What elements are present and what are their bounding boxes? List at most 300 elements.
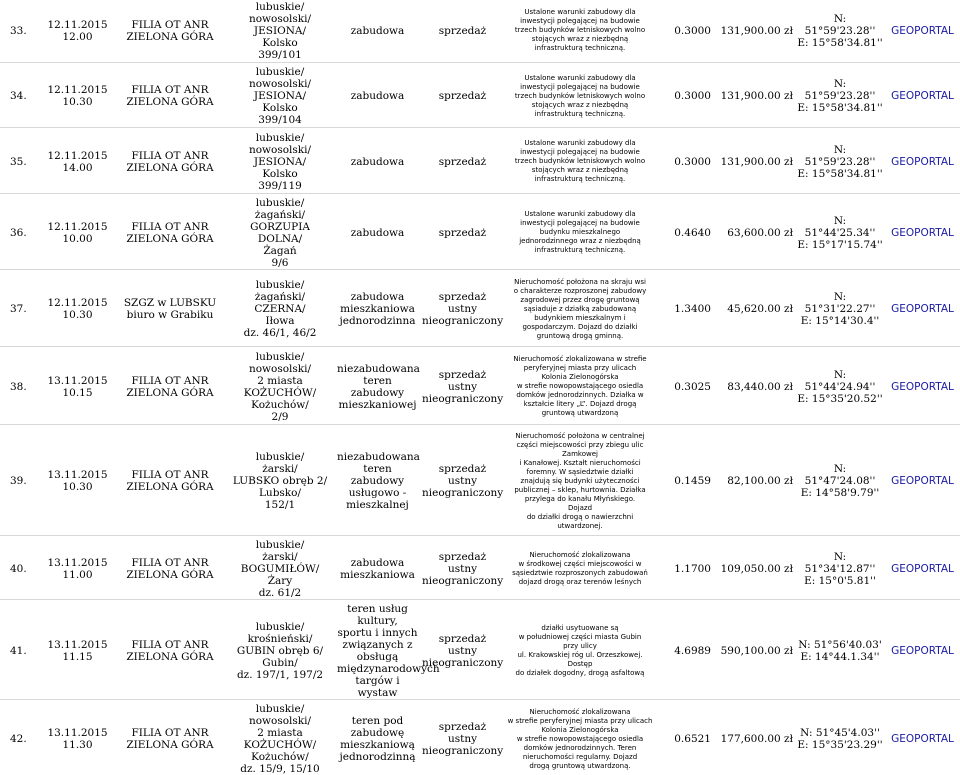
table-row [0,197,960,270]
property-type-line: zabudowa [350,291,405,304]
description-line: budynkiem mieszkalnym i [534,313,626,322]
location-line: BOGUMIŁÓW/ [240,563,320,575]
description-line: Nieruchomość położona na skraju wsi [514,277,646,286]
office-line: FILIA OT ANR [131,18,209,31]
location-line: dz. 61/2 [258,587,302,599]
coordinates-cell [795,197,885,270]
description-line: stojących wraz z niezbędną [531,100,629,109]
coordinates-cell [795,603,885,700]
tender-form-line: sprzedaż [438,90,487,103]
coordinate-line: N: 51°59'23.28'' [804,143,876,168]
row-number-cell [0,539,40,600]
description-line: infrastrukturą techniczną. [534,109,626,118]
description-line: przy ulicy [563,642,597,650]
description-line: i Kanałowej. Kształt nieruchomości [519,458,641,467]
date-cell [40,273,115,347]
office-line: FILIA OT ANR [131,84,209,97]
location-line: krośnieński/ [247,633,313,645]
location-line: GUBIN obręb 6/ [236,645,324,657]
location-line: lubuskie/ [255,621,305,633]
description-line: ul. Krakowskiej róg ul. Orzeszkowej. [517,651,643,659]
tender-form-cell [420,66,505,128]
office-line: FILIA OT ANR [131,374,209,387]
office-cell [115,703,225,775]
price-cell [715,603,795,700]
area-cell [655,539,715,600]
description-line: w strefie nowopowstającego osiedla [516,382,644,391]
tender-date: 12.11.2015 [47,84,108,97]
location-line: LUBSKO obręb 2/ [232,475,328,488]
office-line: FILIA OT ANR [131,557,209,569]
location-line: lubuskie/ [255,703,305,715]
row-number: 39. [10,475,27,488]
location-line: żarski/ [262,463,298,476]
geoportal-cell [885,131,960,193]
area-cell [655,703,715,775]
area-value: 0.6521 [674,733,711,745]
date-cell [40,603,115,700]
date-cell [40,0,115,62]
geoportal-link[interactable]: GEOPORTAL [891,155,954,168]
office-line: ZIELONA GÓRA [126,386,214,399]
description-line: sąsiedztwie rozproszonych zabudowań [512,569,648,577]
tender-form-line: sprzedaż [438,24,487,37]
tender-form-line: nieograniczony [422,745,504,757]
coordinates-cell [795,131,885,193]
price-cell [715,273,795,347]
table-row [0,273,960,347]
coordinate-line: N: 51°47'24.08'' [804,463,876,488]
price-value: 177,600.00 zł [720,733,793,745]
area-cell [655,197,715,270]
table-row [0,131,960,193]
coordinate-line: E: 15°58'34.81'' [797,167,883,180]
location-line: lubuskie/ [255,451,305,464]
coordinate-line: E: 15°58'34.81'' [797,36,883,49]
description-cell [505,539,655,600]
location-cell [225,131,335,193]
geoportal-cell [885,603,960,700]
property-type-line: zabudowa [350,557,405,569]
geoportal-link[interactable]: GEOPORTAL [891,733,954,745]
tender-form-line: sprzedaż [438,291,487,304]
office-line: FILIA OT ANR [131,639,209,651]
date-cell [40,131,115,193]
tender-form-cell [420,539,505,600]
description-line: peryferyjnej miasta przy ulicach [523,364,637,373]
office-cell [115,603,225,700]
coordinate-line: N: 51°44'25.34'' [804,214,876,239]
area-value: 0.3025 [674,380,711,393]
property-type-line: mieszkaniowa [340,303,415,316]
tender-date: 13.11.2015 [47,469,108,482]
description-cell [505,0,655,62]
row-number: 40. [10,563,27,575]
property-type-line: teren usług kultury, [347,603,408,627]
description-line: Nieruchomość zlokalizowana w strefie [513,355,647,364]
location-line: Kożuchów/ [251,751,309,763]
coordinate-line: E: 15°0'5.81'' [804,575,876,587]
property-type-cell [335,539,420,600]
row-number-cell [0,603,40,700]
description-line: domków jednorodzinnych. Działka w [516,391,644,400]
location-line: żagański/ [254,291,306,304]
description-line: Ustalone warunki zabudowy dla [524,210,636,218]
area-cell [655,131,715,193]
location-line: JESIONA/ [253,24,307,37]
location-line: 2 miasta KOŻUCHÓW/ [243,727,317,751]
coordinate-line: N: 51°45'4.03'' [800,727,880,739]
coordinate-line: E: 14°44.1.34'' [800,651,880,663]
tender-date: 13.11.2015 [47,639,108,651]
tender-form-line: nieograniczony [422,392,504,405]
tender-form-cell [420,131,505,193]
location-cell [225,603,335,700]
location-cell [225,350,335,424]
description-line: stojących wraz z niezbędną [531,166,629,175]
price-value: 131,900.00 zł [720,155,793,168]
description-line: w strefie peryferyjnej miasta przy ulicach [507,716,653,725]
price-cell [715,0,795,62]
price-value: 590,100.00 zł [720,645,793,657]
geoportal-link[interactable]: GEOPORTAL [891,380,954,393]
office-line: ZIELONA GÓRA [126,30,214,43]
description-line: Ustalone warunki zabudowy dla [524,8,636,17]
office-line: biuro w Grabiku [126,309,214,322]
tender-form-line: sprzedaż [438,368,487,381]
location-line: JESIONA/ [253,90,307,103]
tender-time: 10.30 [62,309,93,322]
property-type-line: jednorodzinna [339,315,416,328]
geoportal-cell [885,0,960,62]
coordinate-line: E: 14°58'9.79'' [800,487,880,500]
location-line: 152/1 [264,499,296,512]
location-line: CZERNA/ [254,303,306,316]
area-value: 0.3000 [674,90,711,103]
location-line: 2/9 [271,410,289,423]
row-number: 36. [10,226,27,239]
area-cell [655,350,715,424]
location-line: 9/6 [271,256,289,269]
tender-date: 13.11.2015 [47,557,108,569]
table-row [0,350,960,424]
price-cell [715,197,795,270]
coordinate-line: N: 51°59'23.28'' [804,12,876,37]
tender-form-line: sprzedaż [438,226,487,239]
description-line: utwardzonej. [557,521,603,530]
coordinates-cell [795,273,885,347]
office-cell [115,0,225,62]
tender-time: 14.00 [62,161,93,174]
location-line: Kożuchów/ [251,398,309,411]
office-line: ZIELONA GÓRA [126,161,214,174]
location-line: lubuskie/ [255,539,305,551]
property-type-line: sportu i innych [337,627,418,639]
location-cell [225,0,335,62]
geoportal-cell [885,66,960,128]
coordinate-line: E: 15°35'20.52'' [797,392,883,405]
property-type-cell [335,131,420,193]
geoportal-link[interactable]: GEOPORTAL [891,563,954,575]
description-line: inwestycji polegającej na budowie [520,17,640,26]
description-line: gospodarczym. Dojazd do działki [522,322,638,331]
tender-time: 10.30 [62,96,93,109]
description-cell [505,273,655,347]
description-line: kształcie litery „L”. Dojazd drogą [523,400,637,409]
table-row [0,703,960,775]
property-type-line: niezabudowana [337,451,420,464]
coordinates-cell [795,0,885,62]
row-number-cell [0,197,40,270]
geoportal-link[interactable]: GEOPORTAL [891,90,954,103]
description-line: publicznej – sklep, hurtownia. Działka [514,485,646,494]
price-value: 131,900.00 zł [720,90,793,103]
description-line: Zamkowej [562,449,598,458]
office-cell [115,66,225,128]
geoportal-link[interactable]: GEOPORTAL [891,645,954,657]
date-cell [40,350,115,424]
description-cell [505,703,655,775]
location-line: 399/119 [258,179,302,192]
price-value: 131,900.00 zł [720,24,793,37]
row-number: 33. [10,24,27,37]
location-line: lubuskie/ [255,196,305,209]
location-line: 399/104 [258,114,302,127]
area-cell [655,0,715,62]
description-line: trzech budynków letniskowych wolno [514,26,646,35]
geoportal-link[interactable]: GEOPORTAL [891,24,954,37]
location-line: nowosolski/ [248,143,312,156]
tender-date: 13.11.2015 [47,374,108,387]
description-line: Nieruchomość położona w centralnej [515,431,645,440]
coordinates-cell [795,703,885,775]
description-line: gruntową drogą gminną. [536,331,624,340]
description-line: do działki drogą o nawierzchni [526,512,634,521]
location-cell [225,703,335,775]
tender-date: 12.11.2015 [47,220,108,233]
office-line: ZIELONA GÓRA [126,569,214,581]
row-number-cell [0,273,40,347]
property-type-line: zabudowa [350,90,405,103]
description-line: infrastrukturą techniczną. [534,246,626,254]
geoportal-link[interactable]: GEOPORTAL [891,303,954,316]
coordinates-cell [795,66,885,128]
tender-form-cell [420,350,505,424]
office-line: ZIELONA GÓRA [126,481,214,494]
date-cell [40,539,115,600]
tender-form-cell [420,273,505,347]
tender-time: 10.15 [62,386,93,399]
office-line: ZIELONA GÓRA [126,96,214,109]
geoportal-cell [885,273,960,347]
office-cell [115,428,225,536]
description-line: Dostęp [567,660,593,668]
description-line: trzech budynków letniskowych wolno [514,91,646,100]
location-line: lubuskie/ [255,350,305,363]
property-type-line: związanych z obsługą [342,639,413,663]
tender-time: 11.30 [62,739,93,751]
price-value: 83,440.00 zł [727,380,793,393]
coordinate-line: E: 15°14'30.4'' [800,315,880,328]
coordinates-cell [795,350,885,424]
coordinate-line: E: 15°17'15.74'' [797,238,883,251]
description-line: do działek dogodny, drogą asfaltową [515,669,645,677]
location-line: nowosolski/ [248,715,312,727]
description-line: w środkowej części miejscowości w [518,560,642,568]
property-type-cell [335,703,420,775]
office-cell [115,131,225,193]
location-cell [225,66,335,128]
description-line: Kolonia Zielonogórska [541,373,619,382]
row-number-cell [0,428,40,536]
row-number: 37. [10,303,27,316]
tender-date: 12.11.2015 [47,297,108,310]
price-cell [715,539,795,600]
description-cell [505,131,655,193]
tender-time: 11.15 [62,651,93,663]
property-type-line: niezabudowana [337,362,420,375]
geoportal-link[interactable]: GEOPORTAL [891,475,954,488]
description-line: domków jednorodzinnych. Teren [523,743,637,752]
row-number-cell [0,350,40,424]
price-cell [715,350,795,424]
tender-form-cell [420,0,505,62]
description-cell [505,197,655,270]
property-type-line: targów i wystaw [355,675,400,699]
coordinates-cell [795,539,885,600]
area-cell [655,66,715,128]
location-line: JESIONA/ [253,155,307,168]
date-cell [40,197,115,270]
tender-form-line: sprzedaż [438,633,487,645]
description-line: inwestycji polegającej na budowie [520,219,640,227]
date-cell [40,66,115,128]
property-type-line: jednorodzinną [339,751,416,763]
coordinate-line: E: 15°58'34.81'' [797,102,883,115]
office-line: FILIA OT ANR [131,220,209,233]
office-cell [115,350,225,424]
row-number: 41. [10,645,27,657]
description-line: Ustalone warunki zabudowy dla [524,73,636,82]
tender-time: 10.30 [62,481,93,494]
description-line: inwestycji polegającej na budowie [520,148,640,157]
price-cell [715,703,795,775]
property-type-line: teren pod zabudowę [350,715,405,739]
property-type-line: mieszkaniową [340,739,415,751]
description-line: inwestycji polegającej na budowie [520,82,640,91]
office-line: SZGZ w LUBSKU [123,297,217,310]
tender-date: 13.11.2015 [47,727,108,739]
location-line: Gubin/ [262,657,298,669]
coordinate-line: N: 51°56'40.03' [798,639,882,651]
geoportal-cell [885,350,960,424]
description-line: zagrodowej przez drogę gruntową [520,295,640,304]
location-line: Żagań [263,244,297,257]
description-cell [505,66,655,128]
location-line: żagański/ [254,208,306,221]
property-type-line: zabudowa [350,155,405,168]
location-line: Kolsko [262,36,298,49]
location-line: dz. 46/1, 46/2 [243,327,317,340]
description-line: działki usytuowane są [541,624,619,632]
area-value: 0.3000 [674,24,711,37]
row-number-cell [0,703,40,775]
location-line: nowosolski/ [248,362,312,375]
area-cell [655,603,715,700]
description-line: infrastrukturą techniczną. [534,175,626,184]
price-value: 109,050.00 zł [720,563,793,575]
row-number: 34. [10,90,27,103]
coordinate-line: N: 51°34'12.87'' [804,551,876,575]
description-line: przylega do kanału Młyńskiego. [524,494,636,503]
row-number: 35. [10,155,27,168]
area-cell [655,273,715,347]
description-line: budynku mieszkalnego [539,228,621,236]
location-cell [225,273,335,347]
row-number-cell [0,66,40,128]
table-row [0,539,960,600]
tender-form-line: sprzedaż [438,721,487,733]
description-line: Kolonia Zielonogórska [541,725,619,734]
row-number-cell [0,0,40,62]
price-value: 82,100.00 zł [727,475,793,488]
office-line: ZIELONA GÓRA [126,739,214,751]
office-cell [115,539,225,600]
property-type-cell [335,0,420,62]
location-line: Kolsko [262,167,298,180]
table-row [0,66,960,128]
property-type-cell [335,197,420,270]
office-line: FILIA OT ANR [131,469,209,482]
area-value: 0.4640 [674,226,711,239]
area-value: 0.1459 [674,475,711,488]
table-row [0,603,960,700]
geoportal-link[interactable]: GEOPORTAL [891,226,954,239]
table-row [0,428,960,536]
tender-form-line: sprzedaż [438,463,487,476]
coordinates-cell [795,428,885,536]
property-type-line: usługowo - [348,487,407,500]
description-cell [505,603,655,700]
location-line: GORZUPIA DOLNA/ [250,220,310,245]
row-number: 42. [10,733,27,745]
location-line: nowosolski/ [248,12,312,25]
tender-form-line: sprzedaż [438,155,487,168]
office-line: ZIELONA GÓRA [126,232,214,245]
tender-form-line: nieograniczony [422,657,504,669]
description-line: nieruchomości regularny. Dojazd [522,752,638,761]
property-type-line: mieszkalnej [346,499,409,512]
tender-form-line: ustny [447,733,478,745]
geoportal-cell [885,197,960,270]
location-line: lubuskie/ [255,66,305,79]
description-line: sąsiaduje z działką zabudowaną [523,304,637,313]
tender-form-cell [420,603,505,700]
description-line: trzech budynków letniskowych wolno [514,157,646,166]
geoportal-cell [885,428,960,536]
property-type-line: teren zabudowy [350,463,405,488]
location-line: nowosolski/ [248,78,312,91]
price-cell [715,66,795,128]
tender-form-line: ustny [447,475,478,488]
description-line: o charakterze rozproszonej zabudowy [513,286,647,295]
description-line: Nieruchomość zlokalizowana [529,707,631,716]
tender-form-line: ustny [447,563,478,575]
price-cell [715,428,795,536]
location-line: dz. 197/1, 197/2 [236,669,324,681]
description-line: gruntową utwardzoną [541,409,619,418]
property-type-line: mieszkaniowa [340,569,415,581]
